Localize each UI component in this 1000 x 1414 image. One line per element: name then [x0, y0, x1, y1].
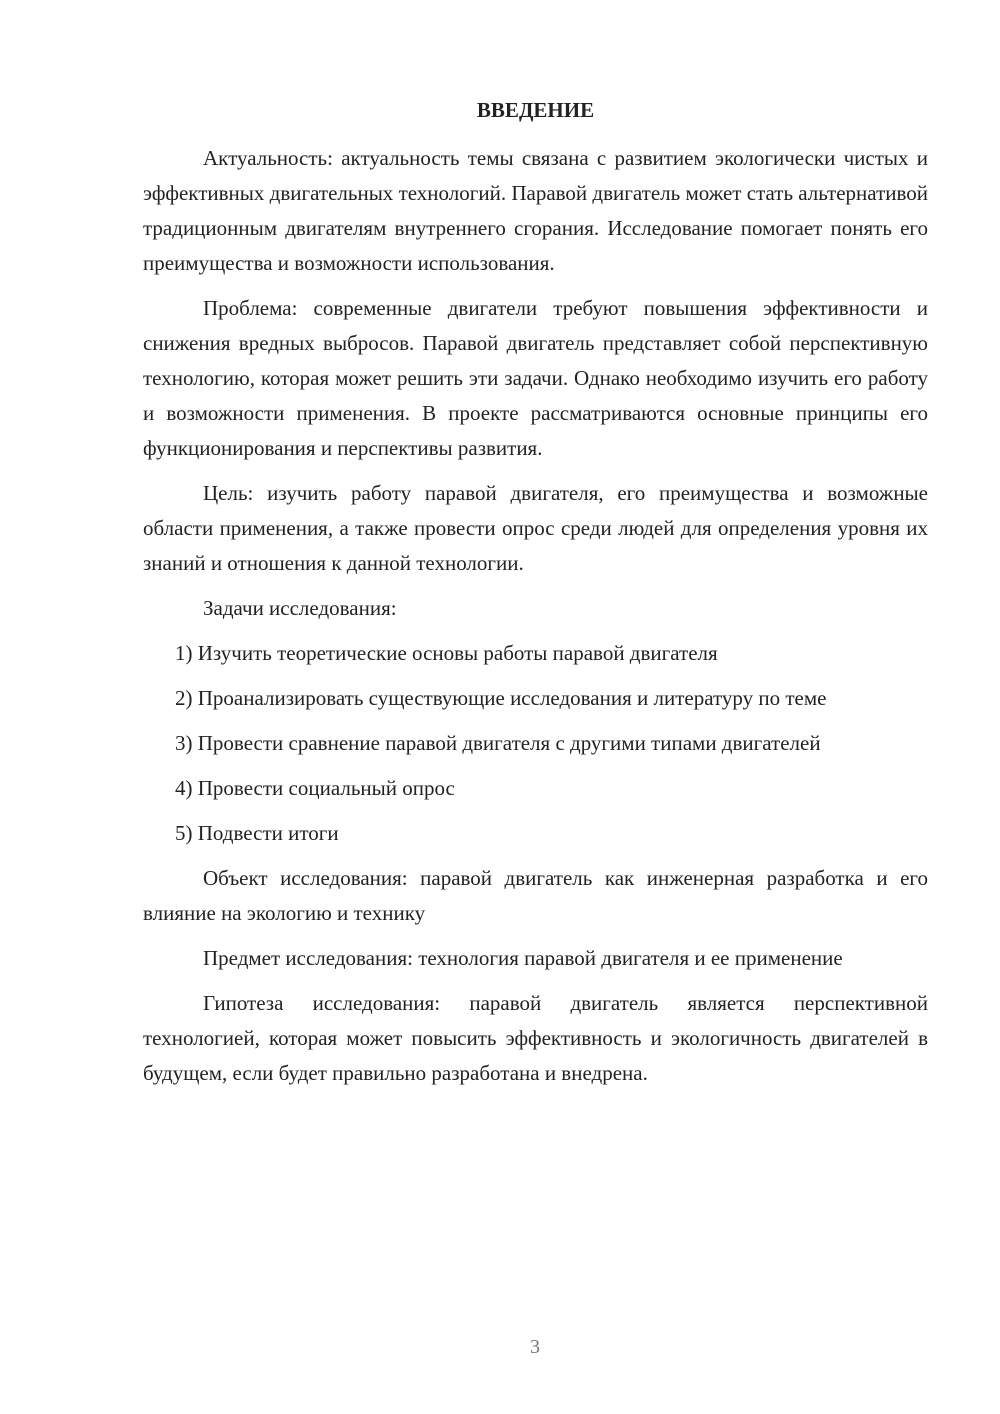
paragraph-subject: Предмет исследования: технология паравой двигателя и ее применение — [203, 946, 843, 970]
task-item-4: 4) Провести социальный опрос — [175, 776, 455, 800]
paragraph-relevance: Актуальность: актуальность темы связана с развитием экологически чистых и эффективных двигательных технологий. Паравой двигатель может стать альтернативой традиционным двигателям внутреннего сгорания. Исследование помогает понять его преимущества и возможности использования. — [143, 146, 928, 275]
paragraph-tasks-intro: Задачи исследования: — [203, 596, 397, 620]
task-item-3: 3) Провести сравнение паравой двигателя с другими типами двигателей — [175, 731, 821, 755]
task-item-1: 1) Изучить теоретические основы работы паравой двигателя — [175, 641, 718, 665]
paragraph-problem: Проблема: современные двигатели требуют повышения эффективности и снижения вредных выбросов. Паравой двигатель представляет собой перспективную технологию, которая может решить эти задачи. Однако необходимо изучить его работу и возможности применения. В проекте рассматриваются основные принципы его функционирования и перспективы развития. — [143, 296, 928, 460]
paragraph-object: Объект исследования: паравой двигатель как инженерная разработка и его влияние на экологию и технику — [143, 866, 928, 925]
document-page — [143, 95, 928, 1101]
task-item-5: 5) Подвести итоги — [175, 821, 339, 845]
task-item-2: 2) Проанализировать существующие исследования и литературу по теме — [175, 686, 827, 710]
paragraph-goal: Цель: изучить работу паравой двигателя, его преимущества и возможные области применения, а также провести опрос среди людей для определения уровня их знаний и отношения к данной технологии. — [143, 481, 928, 575]
page-number: 3 — [530, 1336, 540, 1358]
paragraph-hypothesis: Гипотеза исследования: паравой двигатель является перспективной технологией, которая может повысить эффективность и экологичность двигателей в будущем, если будет правильно разработана и внедрена. — [143, 991, 928, 1085]
section-heading: ВВЕДЕНИЕ — [476, 98, 595, 122]
